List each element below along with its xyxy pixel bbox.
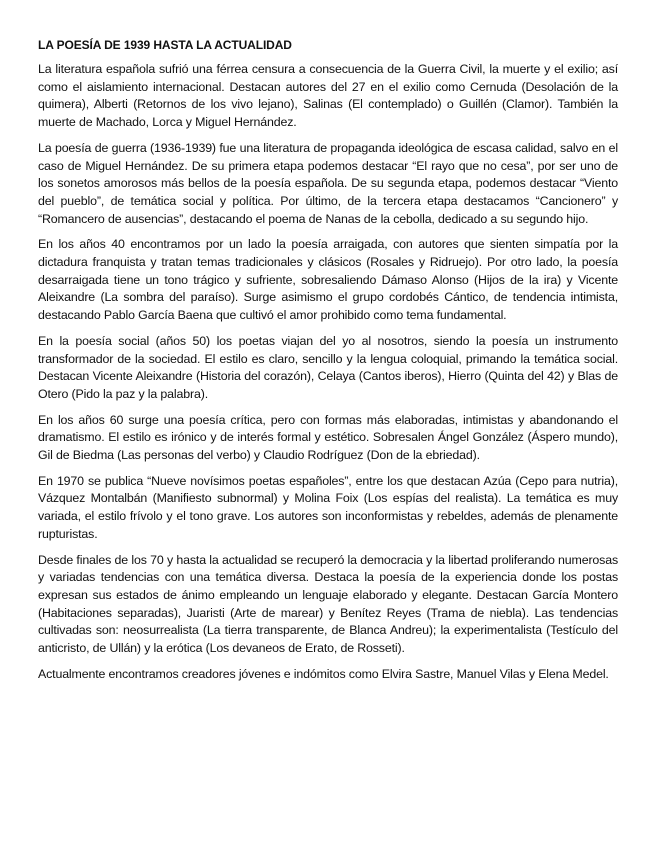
paragraph-sixties: En los años 60 surge una poesía crítica, pero con formas más elaboradas, intimistas y abandonando el dramatismo. El estilo es irónico y de interés formal y estético. Sobresalen Ángel González (Áspero mundo), Gil de Biedma (Las personas del verbo) y Claudio Rodríguez (Don de la ebriedad). [38, 412, 618, 463]
paragraph-democracy: Desde finales de los 70 y hasta la actualidad se recuperó la democracia y la libertad proliferando numerosas y variadas tendencias con una temática diversa. Destaca la poesía de la experiencia donde los postas expresan sus estados de ánimo empleando un lenguaje elaborado y elegante. Destacan García Montero (Habitaciones separadas), Juaristi (Arte de marear) y Benítez Reyes (Trama de niebla). Las tendencias cultivadas son: neosurrealista (La tierra transparente, de Blanca Andreu); la experimentalista (Testículo del anticristo, de Ullán) y la erótica (Los devaneos de Erato, de Rosseti). [38, 552, 618, 656]
paragraph-social-poetry: En la poesía social (años 50) los poetas viajan del yo al nosotros, siendo la poesía un instrumento transformador de la sociedad. El estilo es claro, sencillo y la lengua coloquial, primando la temática social. Destacan Vicente Aleixandre (Historia del corazón), Celaya (Cantos iberos), Hierro (Quinta del 42) y Blas de Otero (Pido la paz y la palabra). [38, 333, 618, 401]
document-page [38, 37, 618, 692]
paragraph-forties: En los años 40 encontramos por un lado la poesía arraigada, con autores que sienten simpatía por la dictadura franquista y tratan temas tradicionales y clásicos (Rosales y Ridruejo). Por otro lado, la poesía desarraigada tiene un tono trágico y sufriente, sobresaliendo Dámaso Alonso (Hijos de la ira) y Vicente Aleixandre (La sombra del paraíso). Surge asimismo el grupo cordobés Cántico, de tendencia intimista, destacando Pablo García Baena que cultivó el amor prohibido como tema fundamental. [38, 237, 618, 323]
paragraph-current: Actualmente encontramos creadores jóvenes e indómitos como Elvira Sastre, Manuel Vilas y Elena Medel. [38, 666, 609, 681]
document-title: LA POESÍA DE 1939 HASTA LA ACTUALIDAD [38, 38, 292, 52]
paragraph-exile: La literatura española sufrió una férrea censura a consecuencia de la Guerra Civil, la muerte y el exilio; así como el aislamiento internacional. Destacan autores del 27 en el exilio como Cernuda (Desolación de la quimera), Alberti (Retornos de los vivo lejano), Salinas (El contemplado) o Guillén (Clamor). También la muerte de Machado, Lorca y Miguel Hernández. [38, 62, 618, 130]
paragraph-war-poetry: La poesía de guerra (1936-1939) fue una literatura de propaganda ideológica de escasa calidad, salvo en el caso de Miguel Hernández. De su primera etapa podemos destacar “El rayo que no cesa”, por ser uno de los sonetos amorosos más bellos de la poesía española. De su segunda etapa, podemos destacar “Viento del pueblo”, de temática social y política. Por último, de la tercera etapa destacamos “Cancionero” y “Romancero de ausencias”, destacando el poema de Nanas de la cebolla, dedicado a su segundo hijo. [38, 140, 618, 226]
paragraph-novisimos: En 1970 se publica “Nueve novísimos poetas españoles”, entre los que destacan Azúa (Cepo para nutria), Vázquez Montalbán (Manifiesto subnormal) y Molina Foix (Los espías del realista). La temática es muy variada, el estilo frívolo y el tono grave. Los autores son inconformistas y rebeldes, además de plenamente rupturistas. [38, 473, 618, 541]
